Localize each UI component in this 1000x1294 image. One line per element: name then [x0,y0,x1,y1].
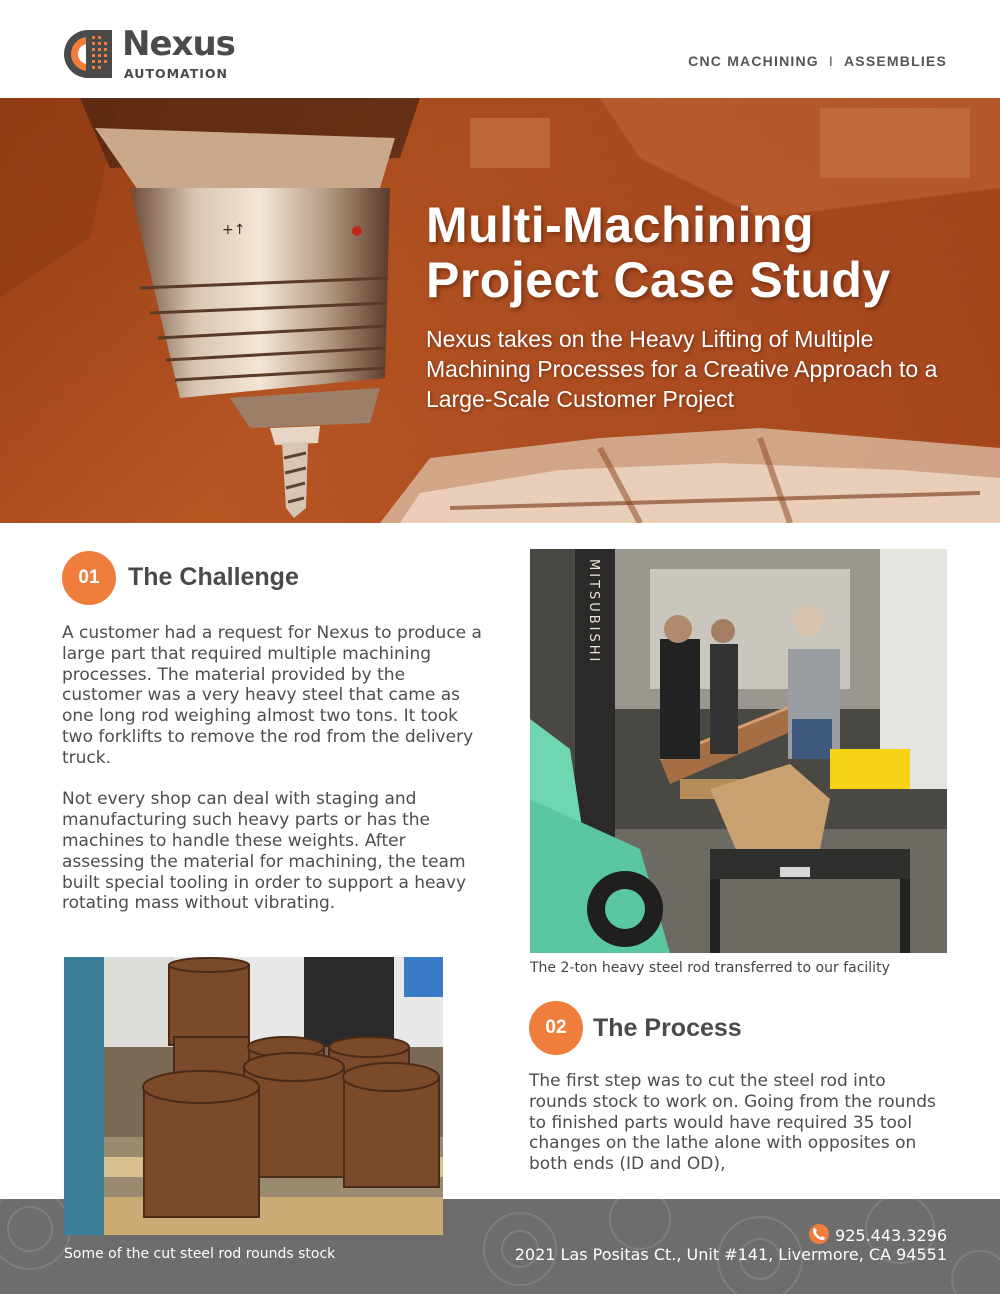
process-body [529,1071,949,1175]
forklift-caption: The 2-ton heavy steel rod transferred to our facility [530,960,890,976]
phone-icon [809,1224,829,1244]
steel-rounds-scene [64,957,443,1235]
footer-address: 2021 Las Positas Ct., Unit #141, Livermore, CA 94551 [514,1245,947,1264]
challenge-title: The Challenge [128,563,299,591]
page-header [0,0,1000,98]
forklift-photo [530,549,947,953]
forklift-mast-text: MITSUBISHI [586,559,601,665]
logo-mark-icon [62,28,114,80]
nav-separator: I [828,53,834,69]
steel-rounds-photo [64,957,443,1235]
process-title: The Process [593,1014,742,1042]
top-nav [688,53,947,69]
phone-number[interactable]: 925.443.3296 [835,1226,947,1245]
challenge-body [62,623,482,914]
hero-title-line1: Multi-Machining [426,197,814,253]
challenge-paragraph: A customer had a request for Nexus to produce a large part that required multiple machining processes. The material provided by the customer was a very heavy steel that came as one long rod weighing almost two tons. It took two forklifts to remove the rod from the delivery truck. [62,623,482,768]
cnc-spindle-illustration [0,98,1000,523]
section-number-badge: 01 [62,551,116,605]
hero-banner [0,98,1000,523]
rounds-caption: Some of the cut steel rod rounds stock [64,1246,336,1262]
nexus-logo[interactable] [62,26,242,86]
process-paragraph: The first step was to cut the steel rod into rounds stock to work on. Going from the rounds to finished parts would have required 35 tool changes on the lathe alone with opposites on both ends (ID and OD), [529,1071,936,1175]
footer-phone[interactable] [809,1224,947,1245]
challenge-paragraph: Not every shop can deal with staging and manufacturing such heavy parts or has the machines to handle these weights. After assessing the material for machining, the team built special tooling in order to support a heavy rotating mass without vibrating. [62,789,467,914]
hero-title-line2: Project Case Study [426,252,891,308]
svg-text:+↑: +↑ [222,222,246,238]
section-number-badge: 02 [529,1001,583,1055]
brand-name: Nexus [122,24,235,64]
hero-title [426,198,986,308]
brand-sub: AUTOMATION [124,66,229,81]
nav-cnc-machining[interactable]: CNC MACHINING [688,53,819,69]
hero-subtitle: Nexus takes on the Heavy Lifting of Multiple Machining Processes for a Creative Approach to a Large-Scale Customer Project [426,326,938,412]
nav-assemblies[interactable]: ASSEMBLIES [843,53,947,69]
forklift-scene [530,549,947,953]
